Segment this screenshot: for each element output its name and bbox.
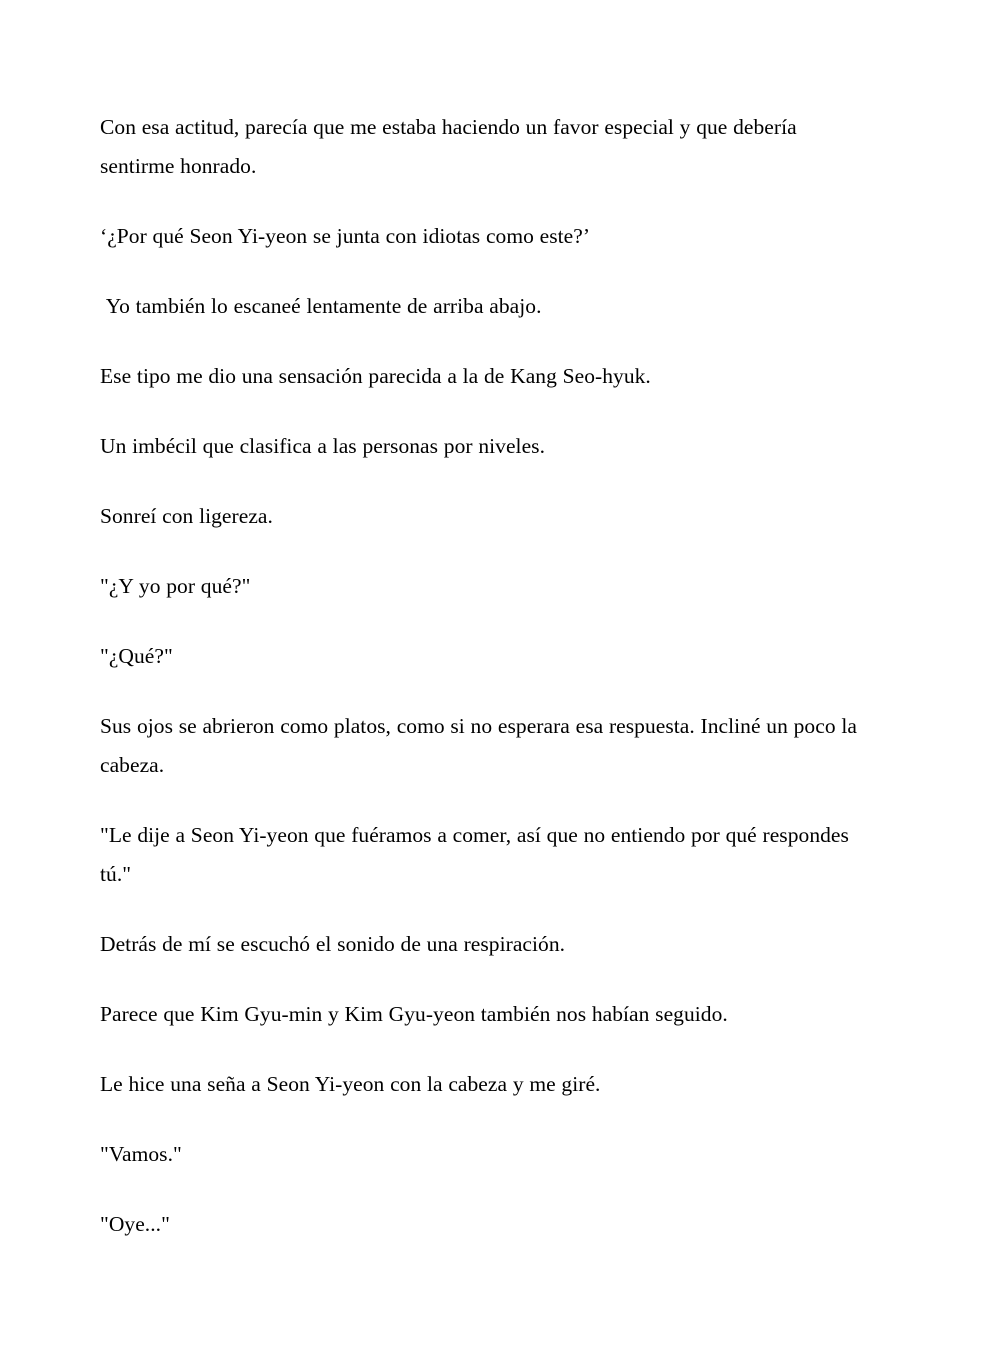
paragraph: Con esa actitud, parecía que me estaba haciendo un favor especial y que debería sentirme honrado. — [100, 115, 803, 178]
paragraph: ‘¿Por qué Seon Yi-yeon se junta con idiotas como este?’ — [100, 224, 591, 248]
paragraph: "Vamos." — [100, 1142, 182, 1166]
paragraph: Yo también lo escaneé lentamente de arriba abajo. — [100, 294, 542, 318]
paragraph: Le hice una seña a Seon Yi-yeon con la cabeza y me giré. — [100, 1072, 601, 1096]
paragraph: Sonreí con ligereza. — [100, 504, 273, 528]
paragraph: "Oye..." — [100, 1212, 170, 1236]
paragraph: "¿Y yo por qué?" — [100, 574, 251, 598]
paragraph: "¿Qué?" — [100, 644, 173, 668]
paragraph: "Le dije a Seon Yi-yeon que fuéramos a comer, así que no entiendo por qué respondes tú." — [100, 823, 855, 886]
paragraph: Detrás de mí se escuchó el sonido de una respiración. — [100, 932, 566, 956]
paragraph: Parece que Kim Gyu-min y Kim Gyu-yeon también nos habían seguido. — [100, 1002, 728, 1026]
paragraph: Ese tipo me dio una sensación parecida a la de Kang Seo-hyuk. — [100, 364, 651, 388]
paragraph: Un imbécil que clasifica a las personas por niveles. — [100, 434, 546, 458]
paragraph: Sus ojos se abrieron como platos, como si no esperara esa respuesta. Incliné un poco la cabeza. — [100, 714, 863, 777]
body-text-column — [100, 108, 875, 1244]
